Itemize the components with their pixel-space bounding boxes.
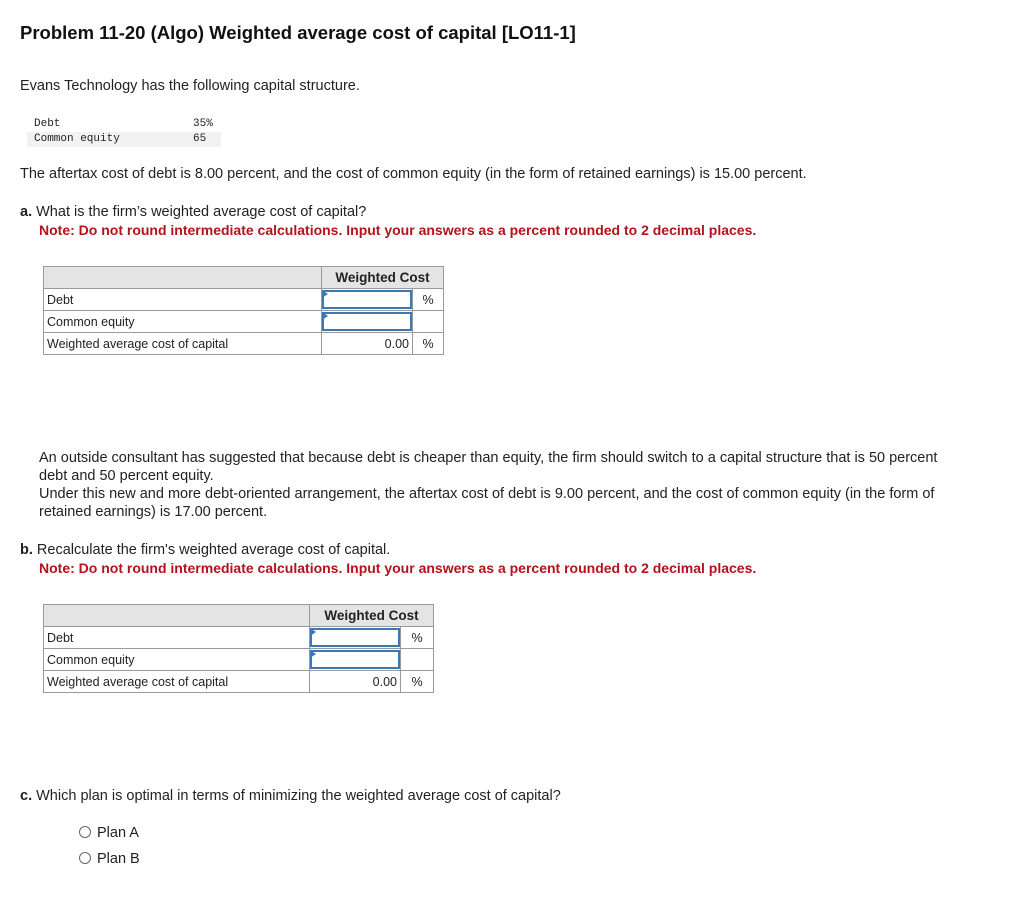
structure-value: 35% bbox=[193, 118, 213, 130]
radio-circle-icon[interactable] bbox=[79, 826, 91, 838]
percent-unit bbox=[401, 649, 434, 671]
percent-unit: % bbox=[401, 627, 434, 649]
structure-label: Debt bbox=[34, 118, 61, 130]
percent-unit: % bbox=[413, 289, 444, 311]
table-row-common-equity bbox=[44, 311, 444, 333]
column-header: Weighted Cost bbox=[322, 267, 444, 289]
part-a-table bbox=[43, 266, 444, 355]
percent-unit: % bbox=[401, 671, 434, 693]
percent-unit: % bbox=[413, 333, 444, 355]
radio-label: Plan A bbox=[97, 825, 139, 841]
part-b-table bbox=[43, 604, 434, 693]
part-b-letter: b. bbox=[20, 542, 33, 558]
row-label: Weighted average cost of capital bbox=[44, 671, 310, 693]
table-row-common-equity bbox=[44, 649, 434, 671]
part-a-question-text: What is the firm’s weighted average cost of capital? bbox=[36, 204, 367, 220]
table-header-row bbox=[44, 605, 434, 627]
row-label: Weighted average cost of capital bbox=[44, 333, 322, 355]
header-blank-cell bbox=[44, 267, 322, 289]
structure-label: Common equity bbox=[34, 133, 120, 145]
part-b-question-text: Recalculate the firm's weighted average cost of capital. bbox=[36, 542, 391, 558]
capital-structure-list bbox=[27, 117, 221, 147]
row-label: Common equity bbox=[44, 649, 310, 671]
table-row-wacc bbox=[44, 671, 434, 693]
input-marker-icon bbox=[310, 628, 316, 636]
row-label: Debt bbox=[44, 627, 310, 649]
cost-text: The aftertax cost of debt is 8.00 percent, and the cost of common equity (in the form of retained earnings) is 15.00 percent. bbox=[20, 166, 807, 182]
row-label: Debt bbox=[44, 289, 322, 311]
part-c-question bbox=[20, 787, 561, 805]
structure-row-debt bbox=[27, 117, 221, 132]
input-marker-icon bbox=[322, 290, 328, 298]
structure-row-equity bbox=[27, 132, 221, 147]
equity-weighted-cost-input[interactable] bbox=[322, 311, 413, 333]
problem-title: Problem 11-20 (Algo) Weighted average cost of capital [LO11-1] bbox=[20, 22, 576, 43]
wacc-value: 0.00 bbox=[310, 671, 401, 693]
part-b-note: Note: Do not round intermediate calculations. Input your answers as a percent rounded to 2 decimal places. bbox=[39, 560, 757, 576]
table-row-wacc bbox=[44, 333, 444, 355]
equity-weighted-cost-input[interactable] bbox=[310, 649, 401, 671]
part-c-question-text: Which plan is optimal in terms of minimizing the weighted average cost of capital? bbox=[36, 788, 561, 804]
column-header: Weighted Cost bbox=[310, 605, 434, 627]
part-a-letter: a. bbox=[20, 204, 33, 220]
wacc-value: 0.00 bbox=[322, 333, 413, 355]
debt-weighted-cost-input[interactable] bbox=[310, 627, 401, 649]
part-a-note: Note: Do not round intermediate calculations. Input your answers as a percent rounded to 2 decimal places. bbox=[39, 222, 757, 238]
intro-text: Evans Technology has the following capital structure. bbox=[20, 78, 360, 94]
part-c-letter: c. bbox=[20, 788, 33, 804]
consultant-text-1: An outside consultant has suggested that because debt is cheaper than equity, the firm should switch to a capital structure that is 50 percent debt and 50 percent equity. bbox=[39, 450, 938, 484]
table-header-row bbox=[44, 267, 444, 289]
radio-circle-icon[interactable] bbox=[79, 852, 91, 864]
percent-unit bbox=[413, 311, 444, 333]
part-b-question bbox=[20, 541, 390, 559]
row-label: Common equity bbox=[44, 311, 322, 333]
structure-value: 65 bbox=[193, 133, 207, 145]
input-marker-icon bbox=[310, 650, 316, 658]
table-row-debt bbox=[44, 627, 434, 649]
part-a-question bbox=[20, 203, 366, 221]
debt-weighted-cost-input[interactable] bbox=[322, 289, 413, 311]
input-marker-icon bbox=[322, 312, 328, 320]
consultant-text-2: Under this new and more debt-oriented arrangement, the aftertax cost of debt is 9.00 percent, and the cost of common equity (in the form of retained earnings) is 17.00 percent. bbox=[39, 486, 935, 520]
radio-label: Plan B bbox=[97, 851, 140, 867]
table-row-debt bbox=[44, 289, 444, 311]
header-blank-cell bbox=[44, 605, 310, 627]
